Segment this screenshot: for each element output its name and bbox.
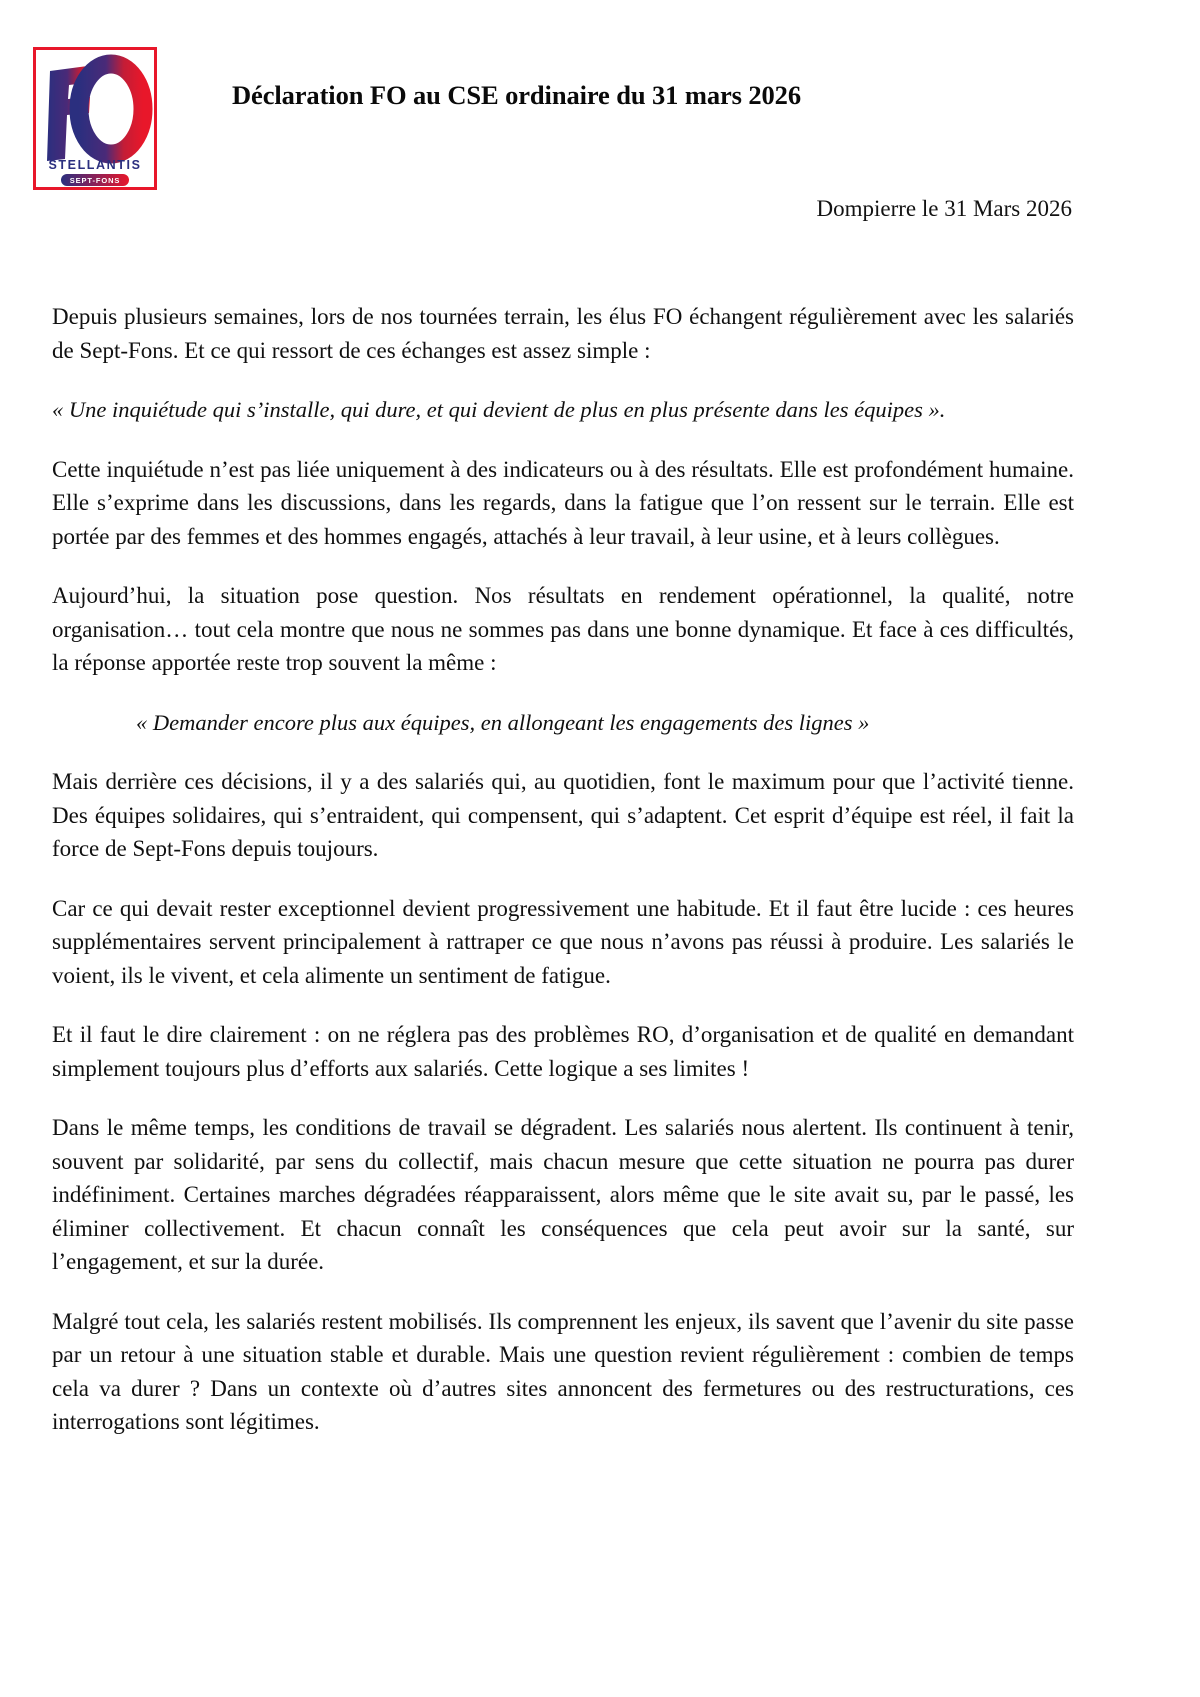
pull-quote: « Demander encore plus aux équipes, en allongeant les engagements des lignes » bbox=[136, 709, 870, 735]
paragraph: Cette inquiétude n’est pas liée uniquement à des indicateurs ou à des résultats. Elle est profondément humaine. Elle s’exprime dans les discussions, dans les regards, dans la fatigue que l’on ressent sur le terrain. Elle est portée par des femmes et des hommes engagés, attachés à leur travail, à leur usine, et à leurs collègues. bbox=[52, 456, 1074, 549]
document-body bbox=[52, 300, 1074, 1439]
page-title: Déclaration FO au CSE ordinaire du 31 mars 2026 bbox=[232, 80, 801, 110]
paragraph: Aujourd’hui, la situation pose question. Nos résultats en rendement opérationnel, la qualité, notre organisation… tout cela montre que nous ne sommes pas dans une bonne dynamique. Et face à ces difficultés, la réponse apportée reste trop souvent la même : bbox=[52, 583, 1074, 675]
document-header bbox=[0, 0, 1200, 221]
dateline: Dompierre le 31 Mars 2026 bbox=[816, 196, 1072, 221]
fo-logo-icon bbox=[33, 47, 157, 190]
paragraph: Et il faut le dire clairement : on ne réglera pas des problèmes RO, d’organisation et de qualité en demandant simplement toujours plus d’efforts aux salariés. Cette logique a ses limites ! bbox=[52, 1022, 1074, 1081]
paragraph: Dans le même temps, les conditions de travail se dégradent. Les salariés nous alertent. Ils continuent à tenir, souvent par solidarité, par sens du collectif, mais chacun mesure que cette situation ne pourra pas durer indéfiniment. Certaines marches dégradées réapparaissent, alors même que le site avait su, par le passé, les éliminer collectivement. Et chacun connaît les conséquences que cela peut avoir sur la santé, sur l’engagement, et sur la durée. bbox=[52, 1115, 1074, 1274]
paragraph: Depuis plusieurs semaines, lors de nos tournées terrain, les élus FO échangent régulièrement avec les salariés de Sept-Fons. Et ce qui ressort de ces échanges est assez simple : bbox=[52, 304, 1074, 363]
svg-text:SEPT-FONS: SEPT-FONS bbox=[69, 176, 121, 186]
paragraph: Mais derrière ces décisions, il y a des salariés qui, au quotidien, font le maximum pour que l’activité tienne. Des équipes solidaires, qui s’entraident, qui compensent, qui s’adaptent. Cet esprit d’équipe est réel, il fait la force de Sept-Fons depuis toujours. bbox=[52, 769, 1074, 861]
paragraph: Malgré tout cela, les salariés restent mobilisés. Ils comprennent les enjeux, ils savent que l’avenir du site passe par un retour à une situation stable et durable. Mais une question revient régulièrement : combien de temps cela va durer ? Dans un contexte où d’autres sites annoncent des fermetures ou des restructurations, ces interrogations sont légitimes. bbox=[52, 1308, 1074, 1434]
pull-quote: « Une inquiétude qui s’installe, qui dure, et qui devient de plus en plus présente dans les équipes ». bbox=[52, 397, 946, 422]
svg-text:STELLANTIS: STELLANTIS bbox=[48, 158, 142, 172]
fo-stellantis-logo bbox=[33, 47, 157, 190]
paragraph: Car ce qui devait rester exceptionnel devient progressivement une habitude. Et il faut être lucide : ces heures supplémentaires servent principalement à rattraper ce que nous n’avons pas réussi à produire. Les salariés le voient, ils le vivent, et cela alimente un sentiment de fatigue. bbox=[52, 895, 1074, 988]
